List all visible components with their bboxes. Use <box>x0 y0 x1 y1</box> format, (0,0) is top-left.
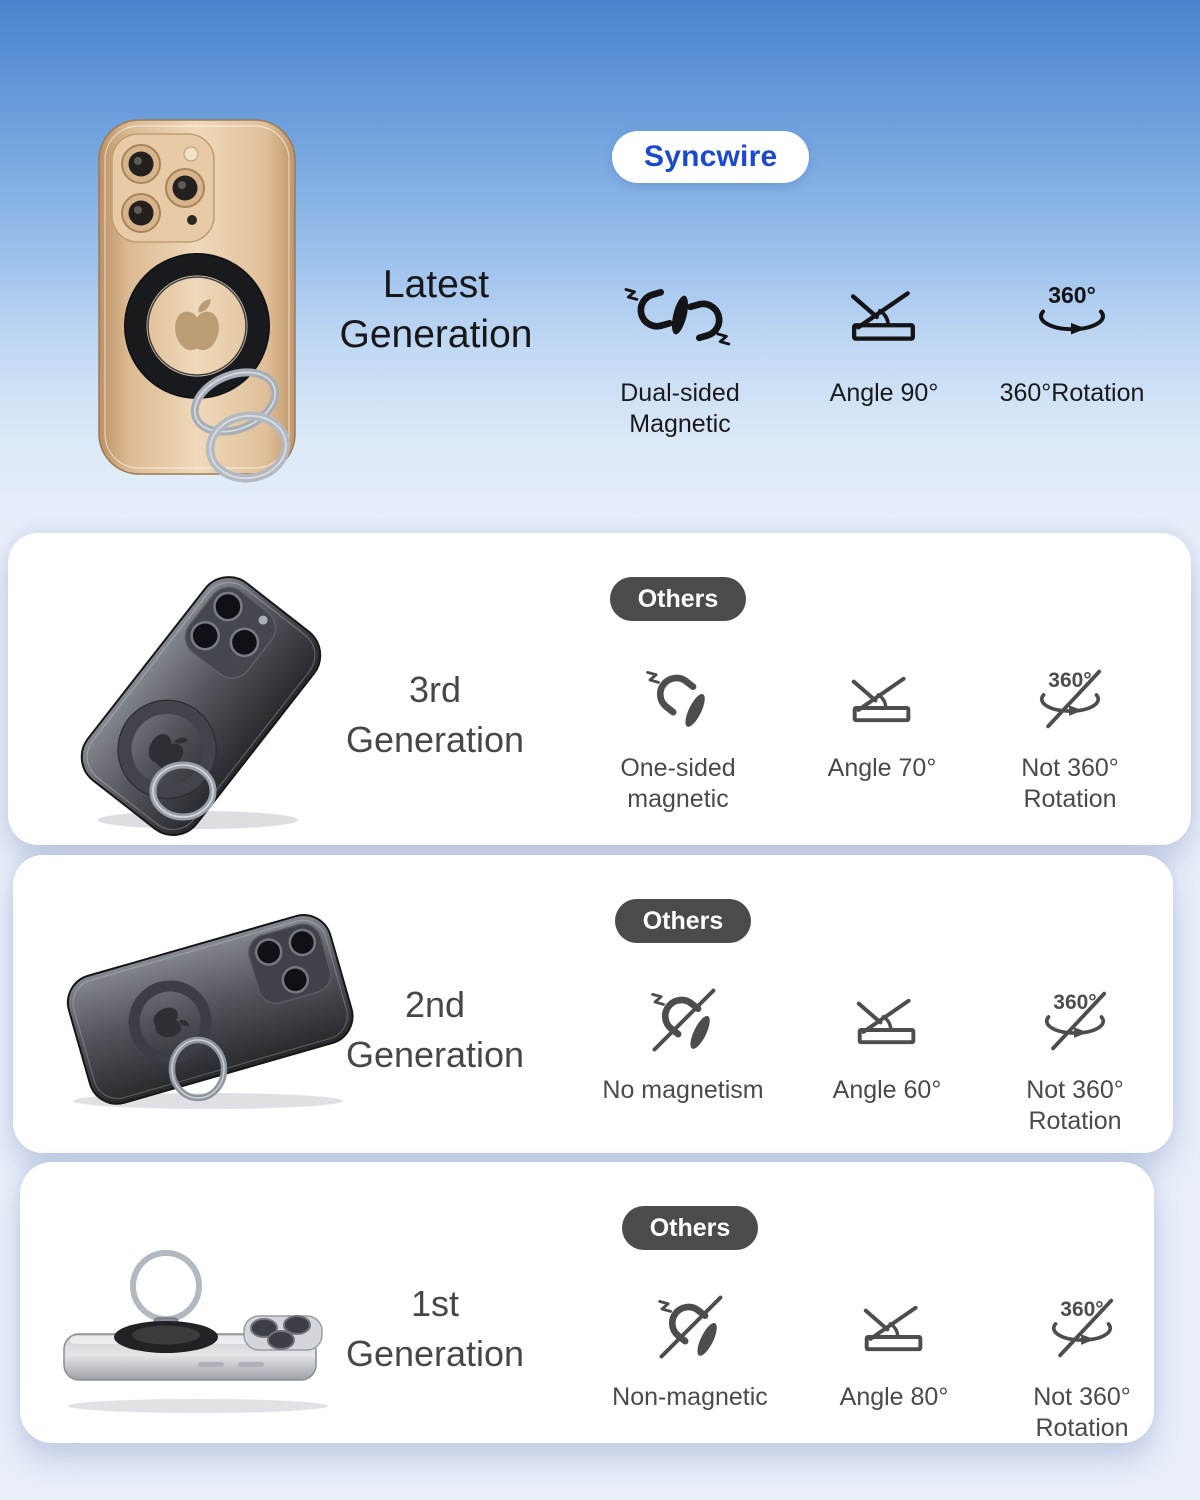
no-magnet-icon <box>650 1290 730 1366</box>
generation-title: 3rd Generation <box>345 669 525 760</box>
product-image-1st-generation <box>48 1234 348 1419</box>
angle-icon <box>849 289 919 343</box>
brand-name: Syncwire <box>644 140 778 173</box>
feature-360-rotation <box>974 0 1170 533</box>
hero-section <box>0 0 1200 533</box>
others-badge: Others <box>622 1206 759 1250</box>
product-image-3rd-generation <box>48 577 338 835</box>
hero-features <box>566 0 1170 533</box>
angle-icon <box>862 1304 926 1353</box>
others-badge: Others <box>615 899 752 943</box>
feature-not-360-rotation <box>972 533 1168 845</box>
angle-icon <box>850 675 914 724</box>
feature-label: Angle 70° <box>827 754 937 782</box>
no-360-rotation-icon <box>1037 1297 1127 1359</box>
dual-sided-magnetic-icon <box>619 280 741 352</box>
feature-label: No magnetism <box>602 1076 764 1104</box>
generation-title: 1st Generation <box>345 1282 525 1374</box>
comparison-card-3rd-generation <box>8 533 1191 845</box>
feature-label: Dual-sided Magnetic <box>620 379 740 438</box>
feature-label: Angle 90° <box>829 379 939 407</box>
comparison-card-1st-generation <box>20 1162 1154 1443</box>
angle-icon <box>855 997 919 1046</box>
feature-not-360-rotation <box>984 1162 1180 1443</box>
one-sided-magnet-icon <box>638 661 718 737</box>
hero-title: Latest Generation <box>339 263 533 356</box>
feature-label: Non-magnetic <box>612 1383 768 1411</box>
product-image-latest-generation <box>52 114 342 480</box>
feature-label: Not 360° Rotation <box>1026 1076 1124 1135</box>
feature-one-sided-magnetic <box>564 533 792 845</box>
feature-angle-70 <box>792 533 972 845</box>
feature-dual-sided-magnetic <box>566 0 794 533</box>
feature-no-magnetism <box>569 855 797 1153</box>
others-badge: Others <box>610 577 747 621</box>
feature-label: 360°Rotation <box>999 379 1145 407</box>
feature-label: Not 360° Rotation <box>1021 754 1119 813</box>
rotation-360-icon <box>1024 282 1120 350</box>
feature-angle-90 <box>794 0 974 533</box>
feature-not-360-rotation <box>977 855 1173 1153</box>
feature-label: Angle 60° <box>832 1076 942 1104</box>
feature-angle-60 <box>797 855 977 1153</box>
no-360-rotation-icon <box>1025 668 1115 730</box>
feature-label: Angle 80° <box>839 1383 949 1411</box>
no-magnet-icon <box>643 983 723 1059</box>
feature-label: Not 360° Rotation <box>1033 1383 1131 1442</box>
feature-angle-80 <box>804 1162 984 1443</box>
generation-title: 2nd Generation <box>345 984 525 1075</box>
no-360-rotation-icon <box>1030 990 1120 1052</box>
comparison-card-2nd-generation <box>13 855 1173 1153</box>
feature-non-magnetic <box>576 1162 804 1443</box>
feature-label: One-sided magnetic <box>620 754 736 813</box>
